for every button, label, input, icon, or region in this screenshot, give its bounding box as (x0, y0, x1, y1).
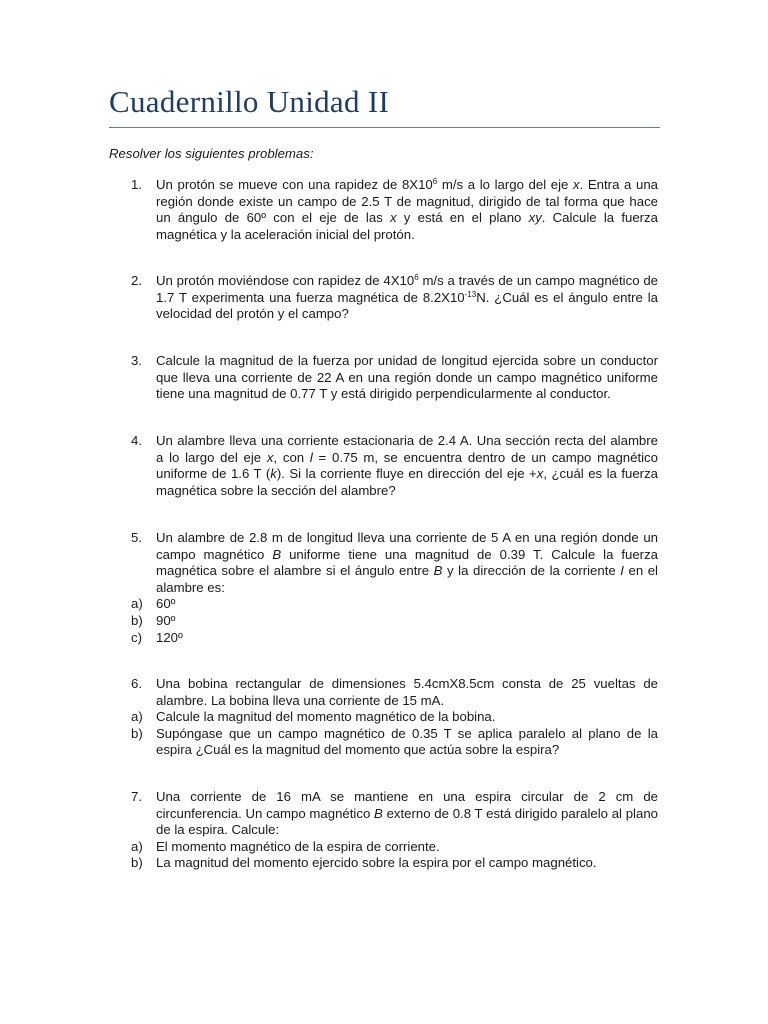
subitem-text: Calcule la magnitud del momento magnético de la bobina. (156, 709, 496, 725)
subitem-label: b) (131, 613, 143, 628)
subitem-label: a) (131, 709, 143, 725)
problem-text-segment: Un protón moviéndose con rapidez de 4X10 (156, 273, 415, 288)
superscript-exponent: 6 (414, 273, 419, 282)
problem-text-segment: Un protón se mueve con una rapidez de 8X10 (156, 177, 433, 192)
document-title: Cuadernillo Unidad II (109, 84, 390, 119)
problem-text-segment: . Entra a una región donde existe un campo de 2.5 T de magnitud, dirigido de tal forma que hace un ángulo de 60º con el eje de las (156, 177, 658, 226)
problem-number: 7. (131, 789, 142, 804)
subitem-text: Supóngase que un campo magnético de 0.35 T se aplica paralelo al plano de la espira ¿Cuál es la magnitud del momento que actúa sobre la espira? (156, 725, 658, 758)
problem-text-segment: Calcule la magnitud de la fuerza por unidad de longitud ejercida sobre un conductor que lleva una corriente de 22 A en una región donde un campo magnético uniforme tiene una magnitud de 0.77 T y está dirigido perpendicularmente al conductor. (156, 353, 658, 402)
problem-number: 1. (131, 177, 142, 192)
problem-text-segment: Un alambre de 2.8 m de longitud lleva una corriente de 5 A en una región donde un campo magnético (156, 530, 658, 562)
problem-text-segment: , ¿cuál es la fuerza magnética sobre la sección del alambre? (156, 466, 658, 498)
superscript-exponent: -13 (464, 289, 477, 299)
italic-variable: x (536, 466, 544, 482)
superscript-exponent: 6 (432, 177, 438, 186)
subitem-text: 60º (156, 596, 176, 612)
problem-text (156, 530, 658, 596)
italic-variable: B (374, 805, 383, 821)
problem-text (156, 789, 658, 839)
italic-variable: x (573, 177, 580, 192)
subitem-text: El momento magnético de la espira de corriente. (156, 838, 440, 854)
subitem-label: a) (131, 838, 143, 854)
problem-text-segment: ). Si la corriente fluye en dirección del eje + (276, 466, 537, 482)
subitem-text: La magnitud del momento ejercido sobre la espira por el campo magnético. (156, 855, 597, 871)
problem-text-segment: . Calcule la fuerza magnética y la aceleración inicial del protón. (156, 210, 658, 242)
subitem-text: 90º (156, 613, 176, 628)
italic-variable: B (433, 563, 443, 579)
problem-text-segment: m/s a través de un campo magnético de 1.7 T experimenta una fuerza magnética de 8.2X10 (156, 273, 659, 305)
problem-text-segment: Una corriente de 16 mA se mantiene en una espira circular de 2 cm de circunferencia. Un campo magnético (156, 789, 658, 821)
subitem-label: b) (131, 855, 143, 871)
problem-text (156, 676, 658, 709)
italic-variable: B (272, 546, 282, 562)
problem-number: 5. (131, 530, 142, 545)
problem-text-segment: Una bobina rectangular de dimensiones 5.4cmX8.5cm consta de 25 vueltas de alambre. La bobina lleva una corriente de 15 mA. (156, 676, 658, 708)
problem-text-segment: uniforme tiene una magnitud de 0.39 T. Calcule la fuerza magnética sobre el alambre si el ángulo entre (156, 546, 658, 579)
italic-variable: xy (528, 210, 542, 226)
problem-text (156, 353, 658, 403)
problem-text-segment: Un alambre lleva una corriente estacionaria de 2.4 A. Una sección recta del alambre a lo largo del eje (156, 433, 658, 465)
subitem-label: c) (131, 629, 142, 645)
problem-text-segment: y la dirección de la corriente (442, 563, 621, 579)
problem-text-segment: externo de 0.8 T está dirigido paralelo al plano de la espira. Calcule: (156, 805, 658, 838)
problem-text-segment: = 0.75 m, se encuentra dentro de un campo magnético uniforme de 1.6 T ( (156, 449, 658, 482)
problem-number: 4. (131, 433, 142, 448)
problem-text (156, 433, 658, 499)
subitem-label: a) (131, 596, 143, 612)
problem-text-segment: N. ¿Cuál es el ángulo entre la velocidad del protón y el campo? (156, 289, 658, 322)
problem-text-segment: , con (273, 449, 310, 465)
italic-variable: k (270, 466, 277, 482)
italic-variable: l (309, 449, 313, 465)
problem-text (156, 273, 658, 323)
instructions-text: Resolver los siguientes problemas: (109, 146, 314, 161)
problem-text-segment: m/s a lo largo del eje (437, 177, 573, 192)
problem-text (156, 177, 658, 243)
problem-number: 6. (131, 676, 142, 691)
italic-variable: x (390, 210, 397, 226)
title-underline (109, 127, 660, 128)
problem-text-segment: en el alambre es: (156, 563, 658, 595)
problem-text-segment: y está en el plano (396, 210, 529, 226)
problem-number: 2. (131, 273, 142, 288)
subitem-text: 120º (156, 629, 183, 645)
italic-variable: x (266, 449, 274, 465)
subitem-label: b) (131, 725, 143, 741)
problem-number: 3. (131, 353, 142, 368)
italic-variable: I (620, 563, 624, 579)
